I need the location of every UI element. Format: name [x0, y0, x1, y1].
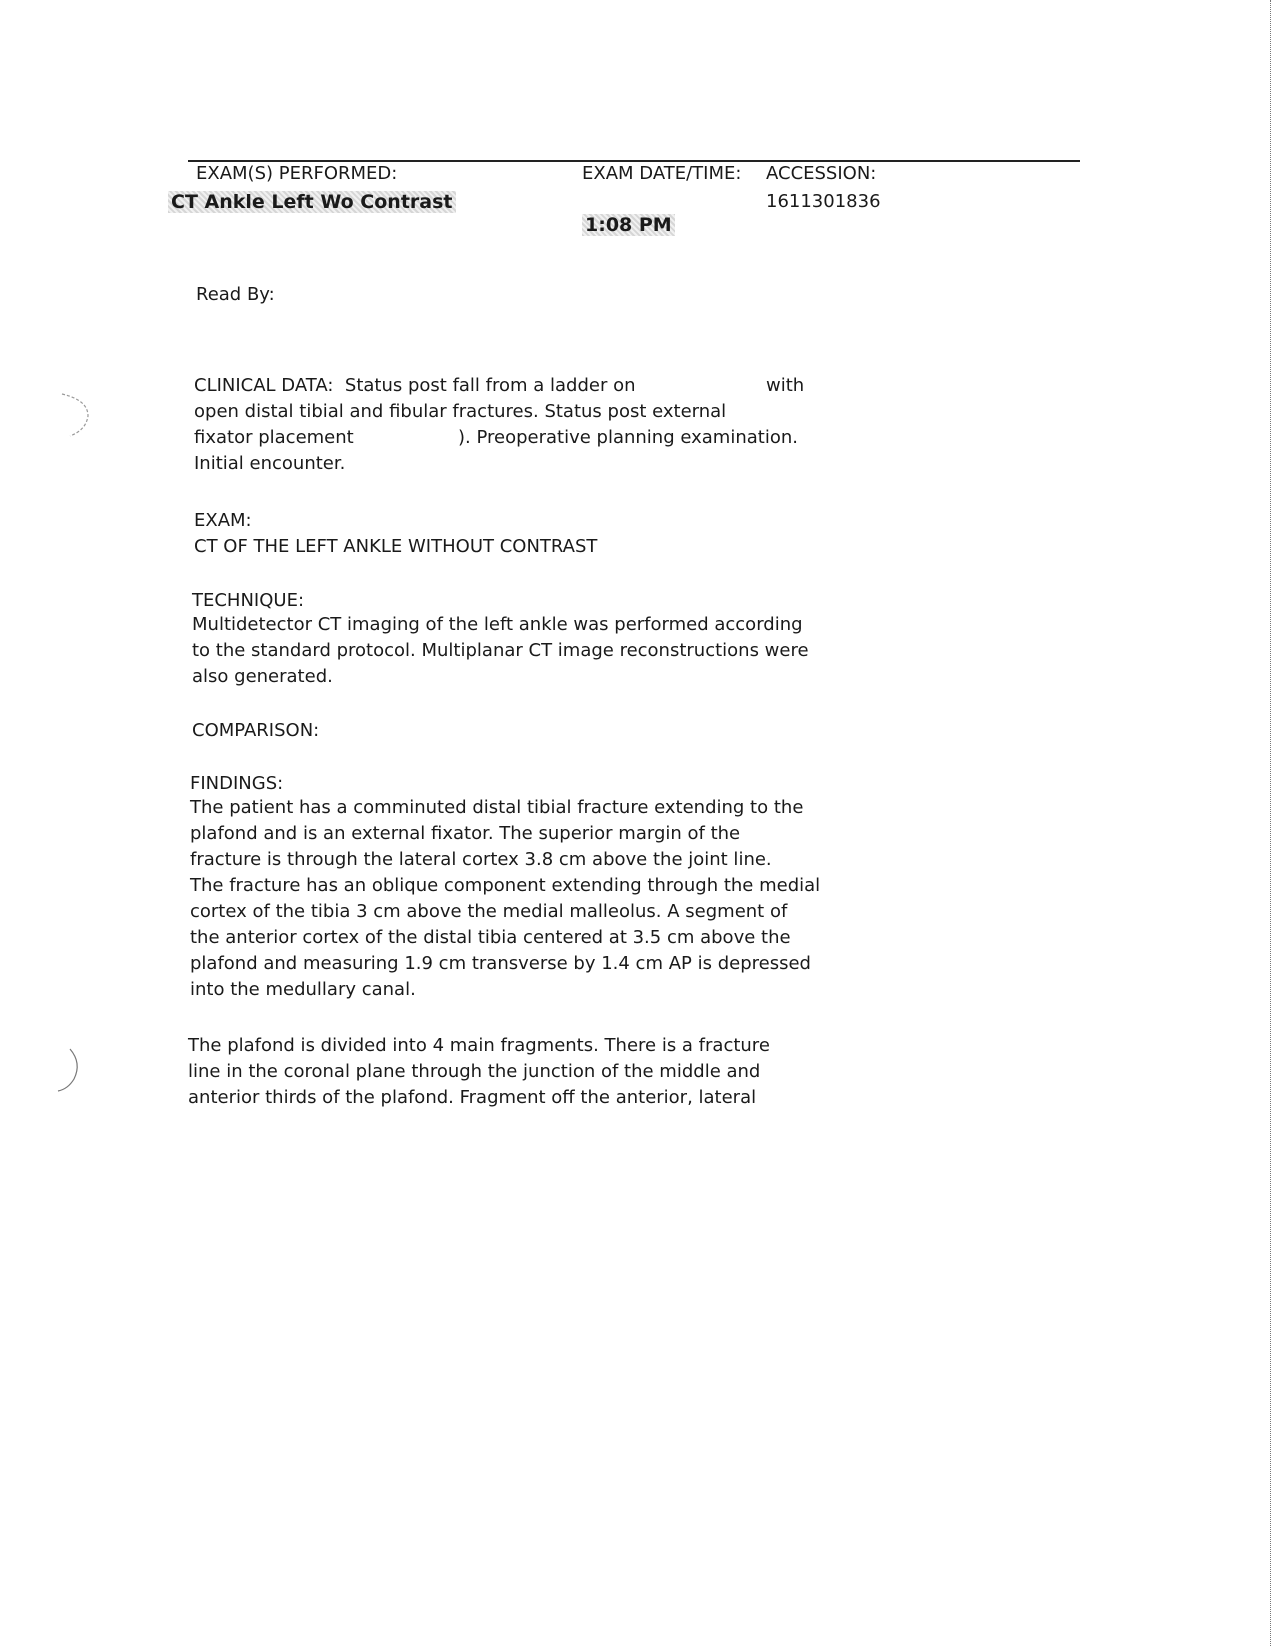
- comparison-heading: COMPARISON:: [192, 720, 320, 741]
- exam-text: CT OF THE LEFT ANKLE WITHOUT CONTRAST: [194, 536, 598, 557]
- clinical-data-line: CLINICAL DATA: Status post fall from a ladder on with: [194, 373, 834, 399]
- findings-line: The patient has a comminuted distal tibial fracture extending to the: [190, 797, 804, 818]
- clinical-data-line: open distal tibial and fibular fractures. Status post external: [194, 401, 727, 422]
- findings-line: the anterior cortex of the distal tibia centered at 3.5 cm above the: [190, 927, 791, 948]
- exam-time: [582, 214, 675, 236]
- clinical-data-label: CLINICAL DATA:: [194, 375, 334, 396]
- read-by-label: Read By:: [196, 284, 275, 305]
- page-edge-line: [1270, 0, 1271, 1646]
- technique-heading: TECHNIQUE:: [192, 590, 305, 611]
- findings-line: line in the coronal plane through the junction of the middle and: [188, 1061, 761, 1082]
- clinical-data-line: Initial encounter.: [194, 453, 346, 474]
- exam-name: [168, 191, 456, 213]
- findings-line: The plafond is divided into 4 main fragments. There is a fracture: [188, 1035, 770, 1056]
- technique-line: also generated.: [192, 666, 333, 687]
- technique-line: to the standard protocol. Multiplanar CT image reconstructions were: [192, 640, 809, 661]
- header-rule: [188, 160, 1080, 162]
- findings-line: plafond and measuring 1.9 cm transverse by 1.4 cm AP is depressed: [190, 953, 811, 974]
- exams-performed-label: EXAM(S) PERFORMED:: [196, 163, 398, 184]
- hole-punch-mark: [40, 390, 100, 440]
- exam-datetime-label: EXAM DATE/TIME:: [582, 163, 742, 184]
- findings-line: cortex of the tibia 3 cm above the medial malleolus. A segment of: [190, 901, 788, 922]
- accession-label: ACCESSION:: [766, 163, 877, 184]
- accession-number: 1611301836: [766, 191, 881, 212]
- hole-punch-mark: [30, 1045, 90, 1095]
- findings-heading: FINDINGS:: [190, 773, 284, 794]
- findings-line: fracture is through the lateral cortex 3.8 cm above the joint line.: [190, 849, 772, 870]
- findings-line: anterior thirds of the plafond. Fragment off the anterior, lateral: [188, 1087, 757, 1108]
- clinical-data-line-end: with: [766, 375, 805, 396]
- exam-heading: EXAM:: [194, 510, 252, 531]
- findings-paragraph-2: [188, 1033, 848, 1111]
- findings-paragraph-1: [190, 795, 860, 1003]
- findings-line: plafond and is an external fixator. The superior margin of the: [190, 823, 741, 844]
- clinical-data-section: [194, 373, 834, 477]
- technique-line: Multidetector CT imaging of the left ankle was performed according: [192, 614, 803, 635]
- technique-text: [192, 612, 852, 690]
- clinical-data-line: fixator placement ). Preoperative planning examination.: [194, 427, 798, 448]
- exam-time-text: 1:08 PM: [582, 214, 675, 236]
- findings-line: The fracture has an oblique component extending through the medial: [190, 875, 821, 896]
- findings-line: into the medullary canal.: [190, 979, 416, 1000]
- exam-name-text: CT Ankle Left Wo Contrast: [168, 191, 456, 213]
